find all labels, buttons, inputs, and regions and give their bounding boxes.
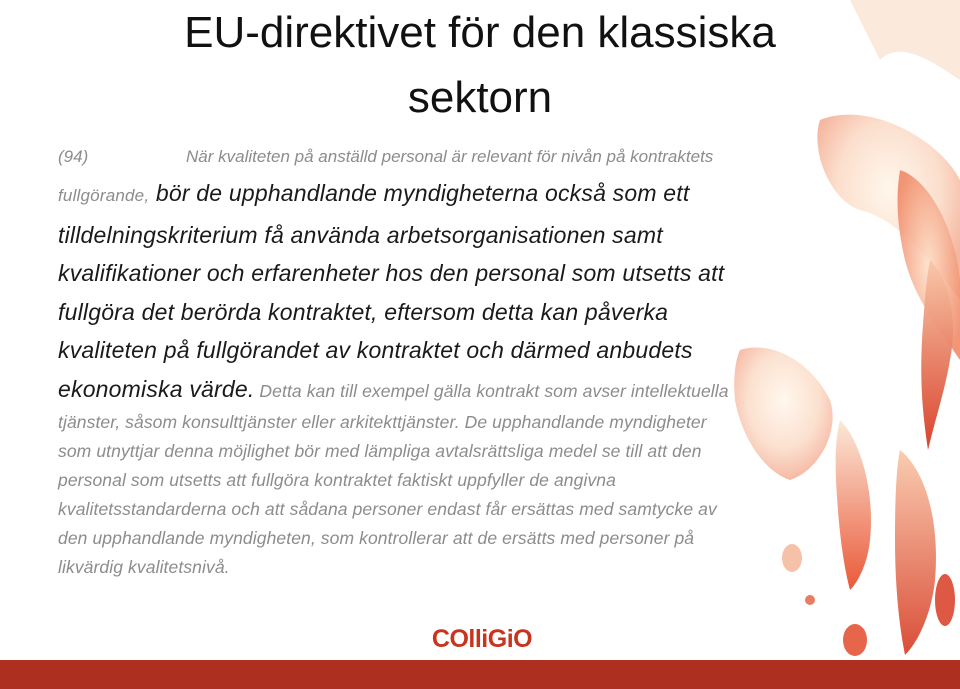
main-line-text: bör de upphandlande myndigheterna också som ett (149, 180, 690, 206)
title-line-1: EU-direktivet för den klassiska (184, 8, 776, 57)
paragraph-number: (94) (58, 147, 89, 166)
small-line-2: tjänster, såsom konsulttjänster eller arkitekttjänster. De upphandlande myndigheter (58, 412, 707, 432)
small-line-start: Detta kan till exempel gälla kontrakt som avser intellektuella (254, 380, 729, 401)
main-line-end: ekonomiska värde. (58, 375, 255, 402)
main-line-1 (58, 174, 918, 216)
small-line-4: personal som utsetts att fullgöra kontraktet faktiskt uppfyller de angivna (58, 470, 616, 490)
main-line-2: tilldelningskriterium få använda arbetsorganisationen samt (58, 221, 663, 248)
lead-small-text: När kvaliteten på anställd personal är relevant för nivån på kontraktets (186, 147, 714, 166)
small-line-5: kvalitetsstandarderna och att sådana personer endast får ersättas med samtycke av (58, 499, 717, 519)
paragraph-94 (58, 140, 918, 582)
main-line-6 (58, 370, 918, 409)
logo-text: COlliGiO (431, 625, 533, 653)
small-line-7: likvärdig kvalitetsnivå. (58, 557, 230, 577)
footer-bar (0, 660, 960, 689)
main-line-4: fullgöra det berörda kontraktet, eftersom detta kan påverka (58, 298, 669, 325)
paragraph-lead (58, 140, 918, 174)
slide-title (90, 0, 870, 130)
colligio-logo (418, 622, 546, 654)
lead-small-end: fullgörande, (58, 186, 150, 205)
small-line-3: som utnyttjar denna möjlighet bör med lämpliga avtalsrättsliga medel se till att den (58, 441, 702, 461)
title-line-2: sektorn (407, 73, 553, 122)
small-line-6: den upphandlande myndigheten, som kontrollerar att de ersätts med personer på (58, 528, 695, 548)
main-line-3: kvalifikationer och erfarenheter hos den personal som utsetts att (58, 260, 725, 286)
main-line-5: kvaliteten på fullgörandet av kontraktet och därmed anbudets (58, 337, 693, 363)
